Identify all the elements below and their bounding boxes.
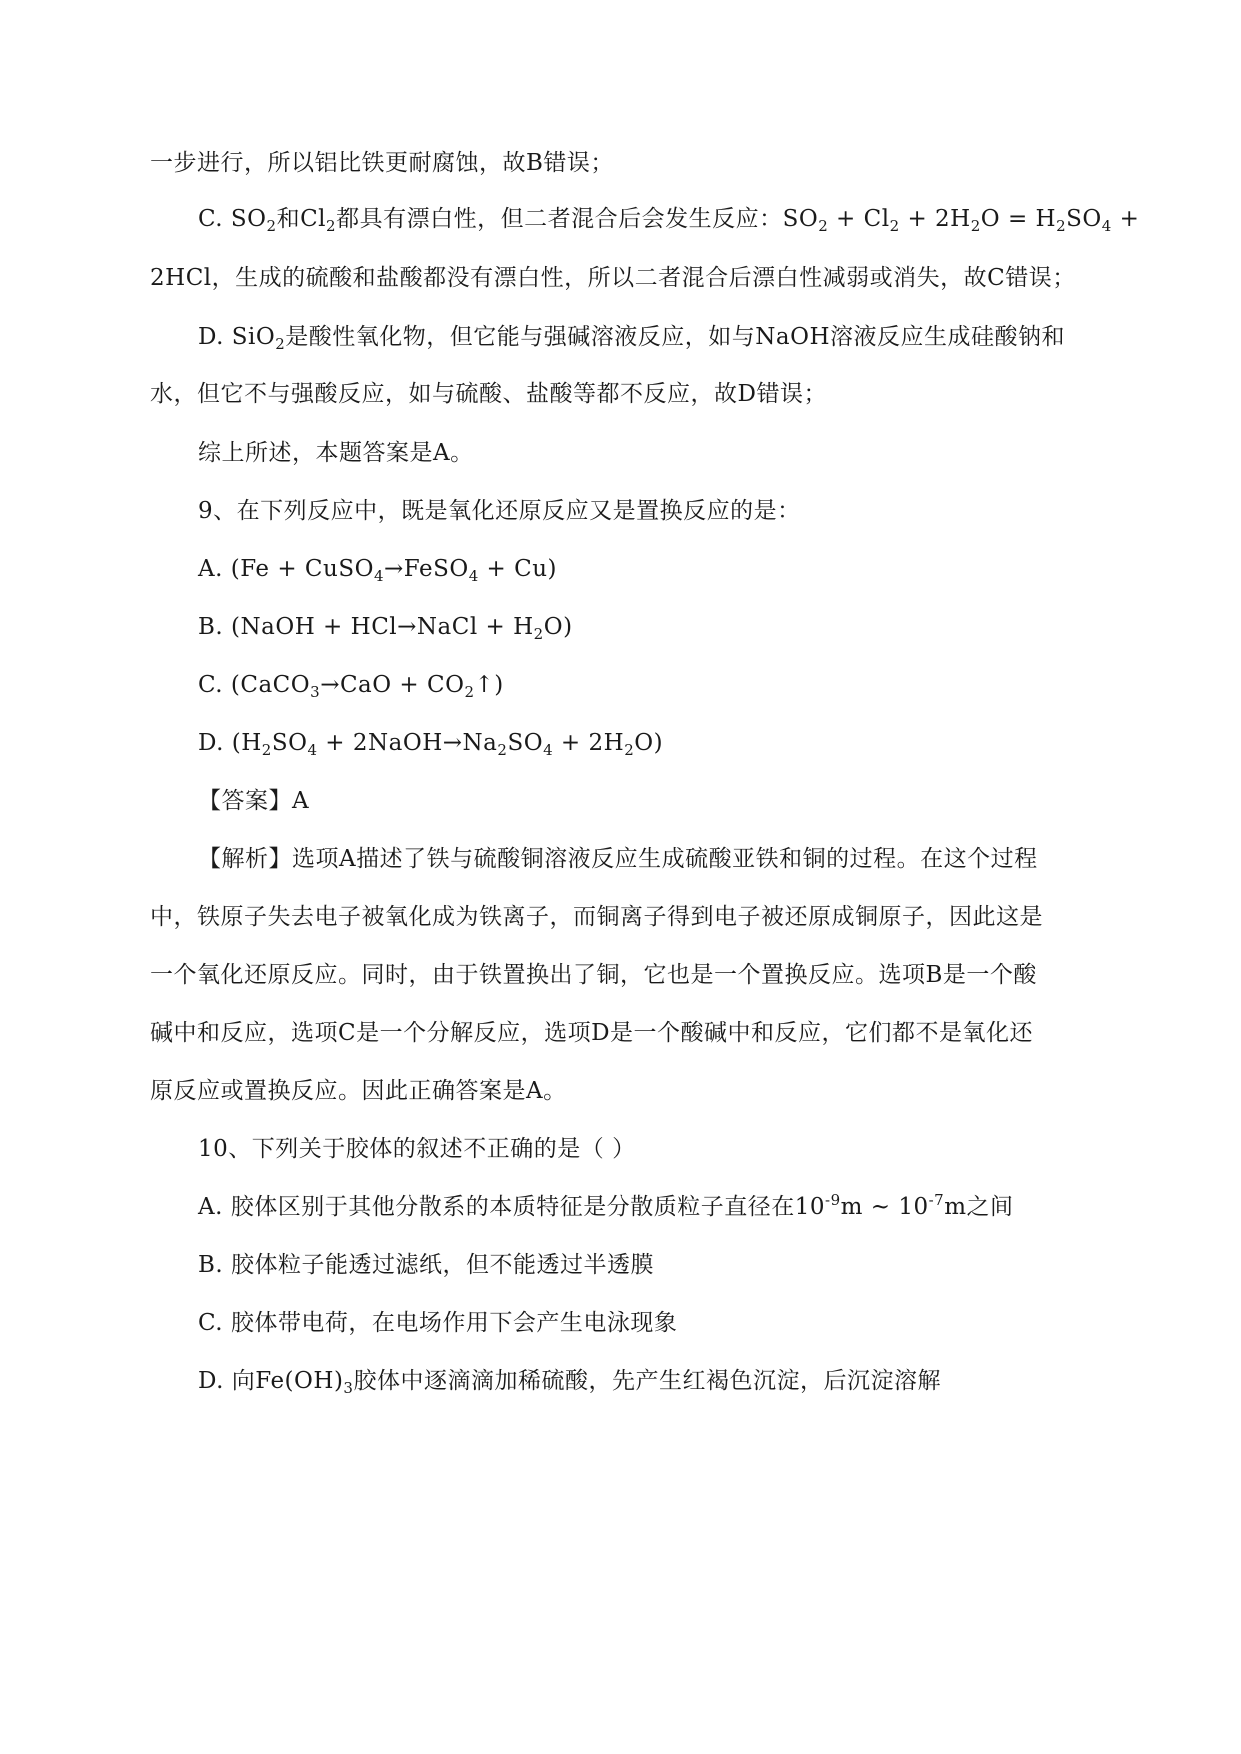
analysis-text: 中，铁原子失去电子被氧化成为铁离子，而铜离子得到电子被还原成铜原子，因此这是 bbox=[150, 904, 1043, 930]
answer-label: 【答案】A bbox=[198, 788, 310, 814]
option-b: B. 胶体粒子能透过滤纸，但不能透过半透膜 bbox=[198, 1252, 655, 1278]
question-10-stem: 10、下列关于胶体的叙述不正确的是（ ） bbox=[198, 1136, 636, 1162]
analysis-text: 一个氧化还原反应。同时，由于铁置换出了铜，它也是一个置换反应。选项B是一个酸 bbox=[150, 962, 1037, 988]
text-line: 2HCl，生成的硫酸和盐酸都没有漂白性，所以二者混合后漂白性减弱或消失，故C错误； bbox=[150, 265, 1076, 291]
analysis-text: 碱中和反应，选项C是一个分解反应，选项D是一个酸碱中和反应，它们都不是氧化还 bbox=[150, 1020, 1034, 1046]
option-c: C. (CaCO$_3$→CaO + $CO_2↑$) bbox=[198, 672, 504, 701]
text-line: 一步进行，所以铝比铁更耐腐蚀，故B错误； bbox=[150, 150, 614, 176]
option-d: D. 向$Fe(OH)_3$胶体中逐滴滴加稀硫酸，先产生红褐色沉淀，后沉淀溶解 bbox=[198, 1368, 941, 1397]
text-line: D. SiO$_2$是酸性氧化物，但它能与强碱溶液反应，如与NaOH溶液反应生成硅酸钠和 bbox=[198, 324, 1066, 353]
option-d: D. ($H_2SO_4$ + $2NaOH\to Na_2SO_4 + 2H_2O$) bbox=[198, 730, 664, 759]
text-line: C. $SO_2$和$Cl_2$都具有漂白性，但二者混合后会发生反应：$SO_2 + Cl_2 + 2H_2O = H_2SO_4$ + bbox=[198, 206, 1140, 235]
option-b: B. (NaOH + HCl→NaCl + $H_2O$) bbox=[198, 614, 573, 643]
analysis-text: 【解析】选项A描述了铁与硫酸铜溶液反应生成硫酸亚铁和铜的过程。在这个过程 bbox=[198, 846, 1038, 872]
option-a: A. 胶体区别于其他分散系的本质特征是分散质粒子直径在$10^{-9}m$ ~ $10^{-7}m$之间 bbox=[198, 1191, 1014, 1220]
option-c: C. 胶体带电荷，在电场作用下会产生电泳现象 bbox=[198, 1310, 678, 1336]
analysis-text: 原反应或置换反应。因此正确答案是A。 bbox=[150, 1078, 567, 1104]
question-9-stem: 9、在下列反应中，既是氧化还原反应又是置换反应的是： bbox=[198, 498, 801, 524]
option-a: A. (Fe + CuSO$_4$→FeSO$_4$ + Cu) bbox=[198, 556, 558, 585]
text-line: 综上所述，本题答案是A。 bbox=[198, 440, 474, 466]
text-line: 水，但它不与强酸反应，如与硫酸、盐酸等都不反应，故D错误； bbox=[150, 381, 827, 407]
